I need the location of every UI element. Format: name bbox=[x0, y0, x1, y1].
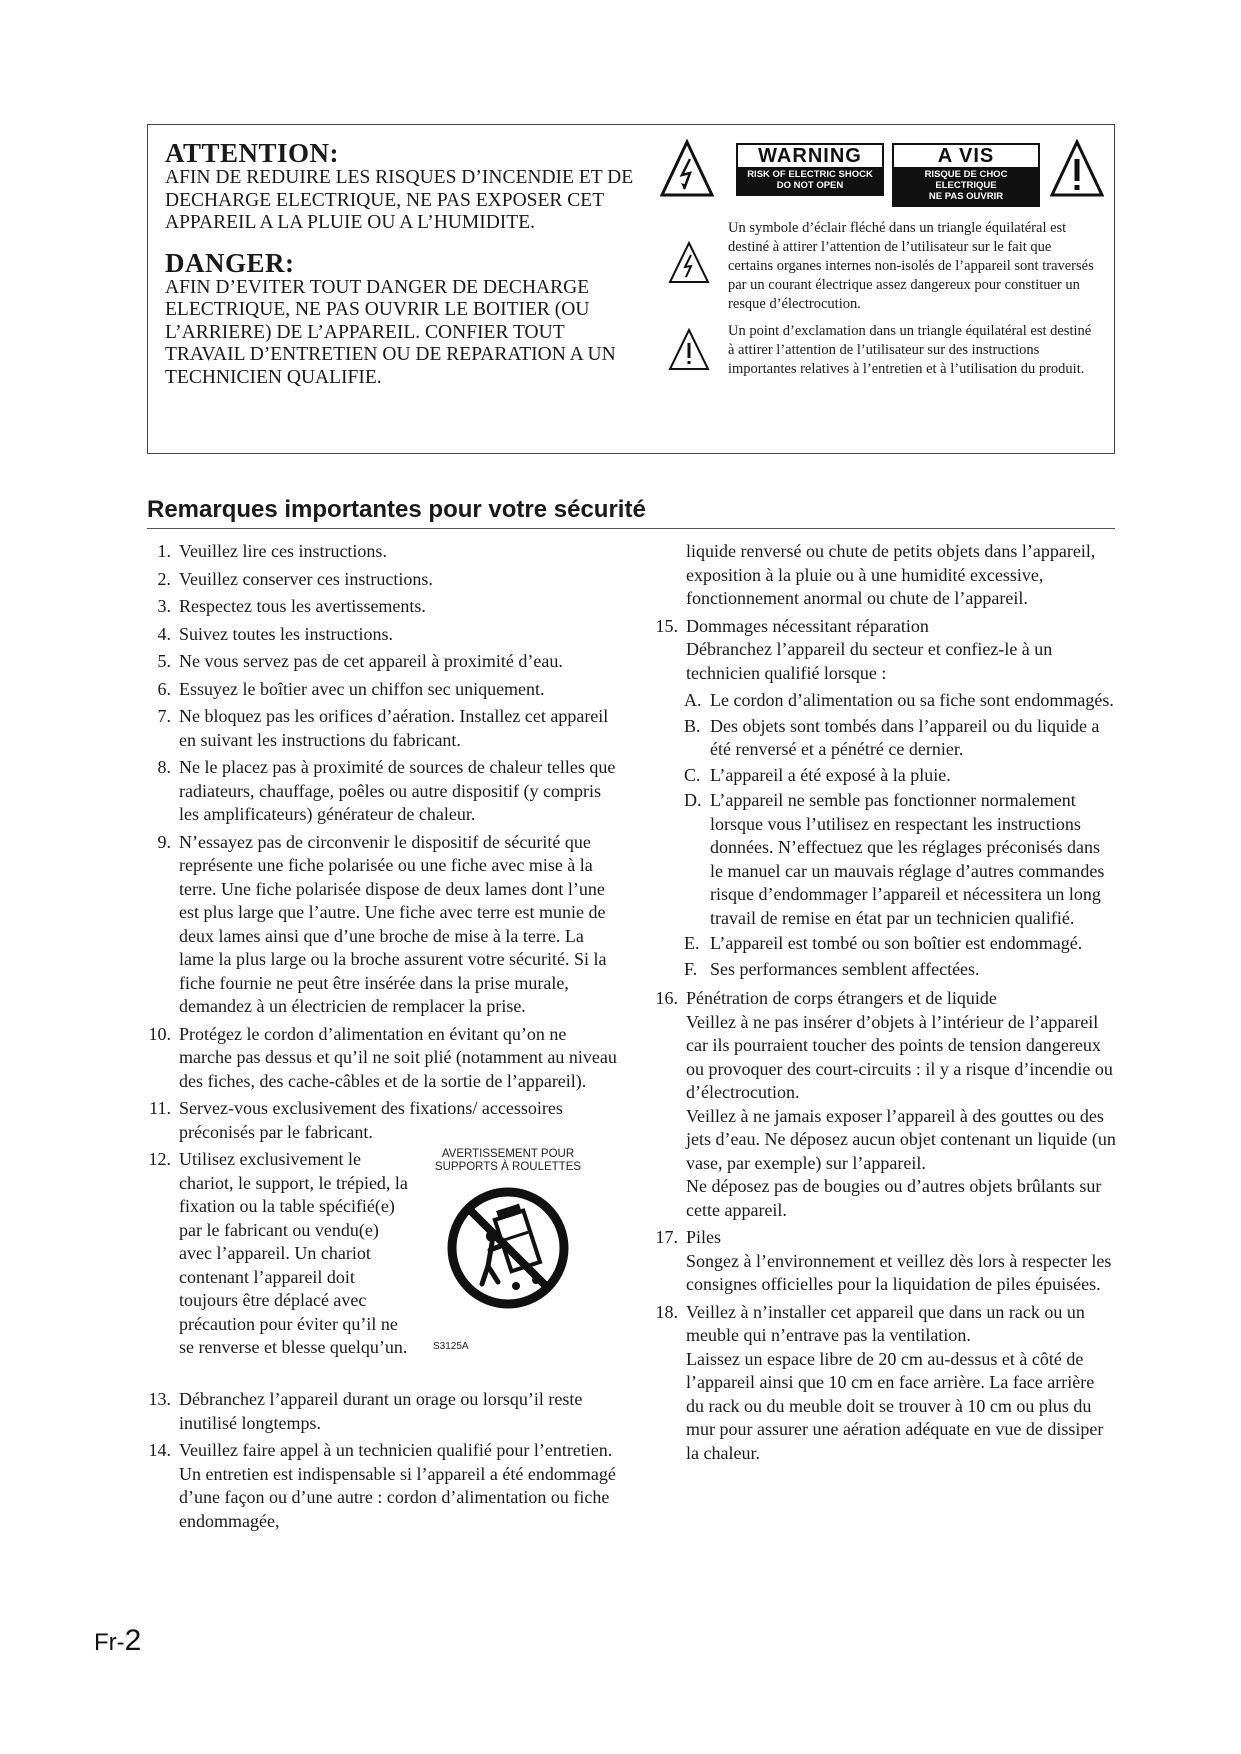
list-item: 10. Protégez le cordon d’alimentation en évitant qu’on ne marche pas dessus et qu’il ne soit plié (notamment au niveau des fiches, des cache-câbles et de la sortie de l’appareil). bbox=[148, 1023, 617, 1091]
exclamation-triangle-icon bbox=[1050, 139, 1104, 199]
right-column bbox=[654, 540, 1116, 1469]
sub-item: D. L’appareil ne semble pas fonctionner normalement lorsque vous l’utilisez en respectant les instructions données. N’effectuez que les réglages préconisés dans le manuel car un mauvais réglage d’autres commandes risque d’endommager l’appareil et nécessitera un long travail de remise en état par un technicien qualifié. bbox=[684, 790, 1105, 928]
left-column bbox=[147, 540, 617, 1537]
cart-caption-line1: AVERTISSEMENT POUR bbox=[441, 1148, 575, 1160]
list-item: 13. Débranchez l’appareil durant un orage ou lorsqu’il reste inutilisé longtemps. bbox=[148, 1389, 583, 1433]
cart-figure-code: S3125A bbox=[433, 1341, 469, 1352]
cart-tipover-icon bbox=[446, 1186, 570, 1310]
list-item: 6. Essuyez le boîtier avec un chiffon sec uniquement. bbox=[157, 678, 545, 699]
item17-title: Piles bbox=[686, 1227, 722, 1247]
attention-text: AFIN DE REDUIRE LES RISQUES D’INCENDIE ET DE DECHARGE ELECTRIQUE, NE PAS EXPOSER CET APPAREIL A LA PLUIE OU A L’HUMIDITE. bbox=[165, 167, 634, 233]
list-item-damage-repair: 15. Dommages nécessitant réparation Débranchez l’appareil du secteur et confiez-le à un technicien qualifié lorsque : bbox=[654, 615, 1116, 686]
danger-text: AFIN D’EVITER TOUT DANGER DE DECHARGE ELECTRIQUE, NE PAS OUVRIR LE BOITIER (OU L’ARRIERE) DE L’APPAREIL. CONFIER TOUT TRAVAIL D’ENTRETIEN OU DE REPARATION A UN TECHNICIEN QUALIFIE. bbox=[165, 276, 616, 388]
exclamation-symbol-text: Un point d’exclamation dans un triangle équilatéral est destiné à attirer l’attention de l’utilisateur sur des instructions importantes relatives à l’entretien et à l’utilisation du produit. bbox=[728, 323, 1092, 377]
avis-label-title: A VIS bbox=[894, 145, 1038, 167]
sub-item: E. L’appareil est tombé ou son boîtier est endommagé. bbox=[684, 933, 1083, 953]
warning-symbols-column bbox=[660, 139, 1100, 387]
list-item: 5. Ne vous servez pas de cet appareil à proximité d’eau. bbox=[157, 651, 563, 671]
list-item: 11. Servez-vous exclusivement des fixations/ accessoires préconisés par le fabricant. bbox=[149, 1098, 563, 1142]
item16-title: Pénétration de corps étrangers et de liquide bbox=[686, 988, 997, 1008]
section-title: Remarques importantes pour votre sécurité bbox=[147, 496, 646, 523]
lightning-symbol-explanation bbox=[660, 219, 1100, 314]
list-item: 8. Ne le placez pas à proximité de sources de chaleur telles que radiateurs, chauffage, poêles ou autre dispositif (y compris les amplificateurs) générateur de chaleur. bbox=[157, 757, 616, 824]
warning-label-title: WARNING bbox=[738, 145, 882, 167]
avis-label-line1: RISQUE DE CHOC ELECTRIQUE bbox=[924, 169, 1008, 191]
item18-para1: Veillez à n’installer cet appareil que dans un rack ou un meuble qui n’entrave pas la ventilation. bbox=[686, 1301, 1085, 1345]
item17-para1: Songez à l’environnement et veillez dès lors à respecter les consignes officielles pour la liquidation de piles épuisées. bbox=[686, 1250, 1112, 1294]
list-item: 9. N’essayez pas de circonvenir le dispositif de sécurité que représente une fiche polarisée ou une fiche avec mise à la terre. Une fiche polarisée dispose de deux lames dont l’une est plus large que l’autre. Une fiche avec terre est munie de deux lames ainsi que d’une broche de mise à la terre. La lame la plus large ou la broche assurent votre sécurité. Si la fiche fournie ne peut être insérée dans la prise murale, demandez à un électricien de remplacer la prise. bbox=[157, 831, 607, 1016]
list-item: 2. Veuillez conserver ces instructions. bbox=[157, 568, 433, 589]
sub-item: B. Des objets sont tombés dans l’appareil ou du liquide a été renversé et a pénétré ce dernier. bbox=[684, 715, 1100, 759]
item15-intro: Débranchez l’appareil du secteur et confiez-le à un technicien qualifié lorsque : bbox=[686, 639, 1053, 683]
item16-para3: Ne déposez pas de bougies ou d’autres objets brûlants sur cette appareil. bbox=[686, 1176, 1102, 1220]
lightning-triangle-icon bbox=[660, 139, 714, 199]
list-item-ventilation: 18. Veillez à n’installer cet appareil que dans un rack ou un meuble qui n’entrave pas la ventilation. Laissez un espace libre de 20 cm au-dessus et à côté de l’appareil ainsi que 10 cm en face arrière. La face arrière du rack ou du meuble doit se trouver à 10 cm ou plus du mur pour assurer une aération adéquate en vue de dissiper la chaleur. bbox=[654, 1301, 1116, 1466]
warning-text-column bbox=[165, 139, 635, 389]
item18-para2: Laissez un espace libre de 20 cm au-dessus et à côté de l’appareil ainsi que 10 cm en face arrière. La face arrière du rack ou du meuble doit se trouver à 10 cm ou plus du mur pour assurer une aération adéquate en vue de dissiper la chaleur. bbox=[686, 1348, 1104, 1463]
page-number bbox=[94, 1624, 141, 1658]
safety-warning-box bbox=[147, 124, 1115, 454]
avis-label-line2: NE PAS OUVRIR bbox=[928, 191, 1004, 202]
list-item-batteries: 17. Piles Songez à l’environnement et veillez dès lors à respecter les consignes officielles pour la liquidation de piles épuisées. bbox=[654, 1226, 1116, 1297]
danger-heading: DANGER: bbox=[165, 247, 295, 278]
lightning-small-icon bbox=[668, 241, 710, 285]
page-prefix: Fr- bbox=[94, 1629, 125, 1656]
lightning-symbol-text: Un symbole d’éclair fléché dans un triangle équilatéral est destiné à attirer l’attention de l’utilisateur sur le fait que certains organes internes non-isolés de l’appareil sont traversés par un courant électrique assez dangereux pour constituer un resque d’électrocution. bbox=[728, 220, 1094, 312]
sub-item: F. Ses performances semblent affectées. bbox=[684, 958, 980, 979]
list-item-foreign-objects: 16. Pénétration de corps étrangers et de liquide Veillez à ne pas insérer d’objets à l’intérieur de l’appareil car ils pourraient toucher des points de tension dangereux ou provoquer des court-circuits : il y a risque d’incendie ou d’électrocution. Veillez à ne jamais exposer l’appareil à des gouttes ou des jets d’eau. Ne déposez aucun objet contenant un liquide (un vase, par exemple) sur l’appareil. Ne déposez pas de bougies ou d’autres objets brûlants sur cette appareil. bbox=[654, 987, 1116, 1222]
page-number-value: 2 bbox=[124, 1624, 142, 1657]
warning-label-line2: DO NOT OPEN bbox=[776, 180, 844, 191]
list-item: 4. Suivez toutes les instructions. bbox=[157, 623, 393, 644]
list-item: 14. Veuillez faire appel à un technicien qualifié pour l’entretien. Un entretien est indispensable si l’appareil a été endommagé d’une façon ou d’une autre : cordon d’alimentation ou fiche endommagée, bbox=[148, 1440, 616, 1531]
section-divider bbox=[147, 528, 1115, 529]
cart-caption-line2: SUPPORTS À ROULETTES bbox=[434, 1161, 582, 1173]
list-item: 1. Veuillez lire ces instructions. bbox=[157, 541, 387, 561]
sub-item: C. L’appareil a été exposé à la pluie. bbox=[684, 764, 951, 785]
cart-warning-text: Utilisez exclusivement le chariot, le support, le trépied, la fixation ou la table spécifié(e) par le fabricant ou vendu(e) avec l’appareil. Un chariot contenant l’appareil doit toujours être déplacé avec précaution pour éviter qu’il ne se renverse et blesse quelqu’un. bbox=[179, 1149, 408, 1357]
caution-label-row bbox=[660, 139, 1100, 209]
warning-label bbox=[736, 143, 884, 196]
list-item: 7. Ne bloquez pas les orifices d’aération. Installez cet appareil en suivant les instructions du fabricant. bbox=[157, 706, 609, 750]
list-item: 3. Respectez tous les avertissements. bbox=[157, 596, 426, 616]
exclamation-symbol-explanation bbox=[660, 322, 1100, 379]
item15-title: Dommages nécessitant réparation bbox=[686, 615, 929, 636]
cart-warning-figure bbox=[423, 1148, 593, 1352]
exclamation-small-icon bbox=[668, 328, 710, 372]
item14-continuation: liquide renversé ou chute de petits objets dans l’appareil, exposition à la pluie ou à une humidité excessive, fonctionnement anormal ou chute de l’appareil. bbox=[686, 541, 1096, 608]
attention-heading: ATTENTION: bbox=[165, 138, 340, 168]
item16-para1: Veillez à ne pas insérer d’objets à l’intérieur de l’appareil car ils pourraient toucher des points de tension dangereux ou provoquer des court-circuits : il y a risque d’incendie ou d’électrocution. bbox=[686, 1011, 1113, 1102]
warning-label-line1: RISK OF ELECTRIC SHOCK bbox=[747, 169, 873, 180]
sub-item: A. Le cordon d’alimentation ou sa fiche sont endommagés. bbox=[684, 690, 1114, 710]
avis-label bbox=[892, 143, 1040, 207]
list-item-cart-warning: 12. Utilisez exclusivement le chariot, le support, le trépied, la fixation ou la table spécifié(e) par le fabricant ou vendu(e) avec l’appareil. Un chariot contenant l’appareil doit toujours être déplacé avec précaution pour éviter qu’il ne se renverse et blesse quelqu’un. AVERTISSEMENT POUR SUPPORTS À ROULETTES S3125A bbox=[147, 1148, 617, 1384]
item16-para2: Veillez à ne jamais exposer l’appareil à des gouttes ou des jets d’eau. Ne déposez aucun objet contenant un liquide (un vase, par exemple) sur l’appareil. bbox=[686, 1105, 1116, 1173]
